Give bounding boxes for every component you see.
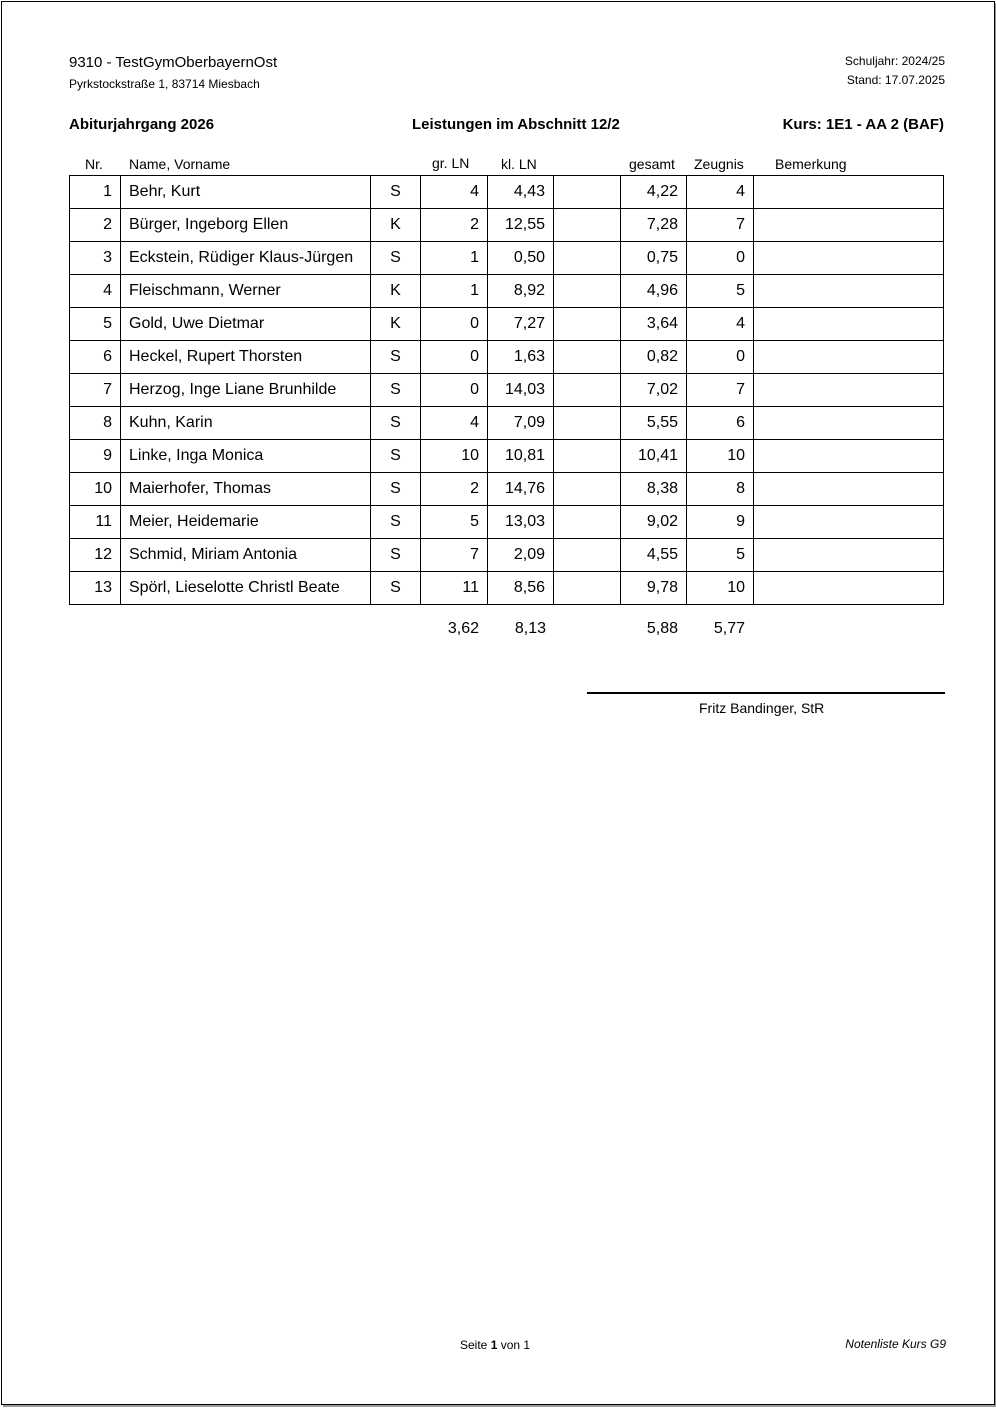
student-name: Spörl, Lieselotte Christl Beate: [121, 572, 371, 605]
exam-type: K: [371, 209, 421, 242]
row-nr: 5: [70, 308, 121, 341]
gr-ln-cell: 0: [421, 341, 488, 374]
empty-cell: [554, 209, 621, 242]
row-nr: 8: [70, 407, 121, 440]
average-kl-ln: 8,13: [514, 620, 546, 637]
gesamt-cell: 0,82: [621, 341, 687, 374]
bemerkung-cell: [754, 275, 944, 308]
exam-type: S: [371, 473, 421, 506]
empty-cell: [554, 407, 621, 440]
table-row: [70, 275, 944, 308]
row-nr: 2: [70, 209, 121, 242]
empty-cell: [554, 275, 621, 308]
gr-ln-cell: 2: [421, 473, 488, 506]
zeugnis-cell: 10: [687, 572, 754, 605]
kl-ln-cell: 13,03: [488, 506, 554, 539]
table-row: [70, 341, 944, 374]
row-nr: 11: [70, 506, 121, 539]
zeugnis-cell: 5: [687, 275, 754, 308]
bemerkung-cell: [754, 308, 944, 341]
zeugnis-cell: 7: [687, 209, 754, 242]
gr-ln-cell: 0: [421, 308, 488, 341]
gesamt-cell: 4,96: [621, 275, 687, 308]
document-name: Notenliste Kurs G9: [845, 1337, 946, 1351]
empty-cell: [554, 374, 621, 407]
bemerkung-cell: [754, 407, 944, 440]
gr-ln-cell: 2: [421, 209, 488, 242]
bemerkung-cell: [754, 209, 944, 242]
gr-ln-cell: 11: [421, 572, 488, 605]
kl-ln-cell: 2,09: [488, 539, 554, 572]
zeugnis-cell: 0: [687, 242, 754, 275]
table-row: [70, 176, 944, 209]
kl-ln-cell: 4,43: [488, 176, 554, 209]
empty-cell: [554, 572, 621, 605]
gr-ln-cell: 7: [421, 539, 488, 572]
student-name: Meier, Heidemarie: [121, 506, 371, 539]
signature-name: Fritz Bandinger, StR: [699, 700, 825, 716]
student-name: Heckel, Rupert Thorsten: [121, 341, 371, 374]
table-row: [70, 539, 944, 572]
page-number: Seite 1 von 1: [460, 1338, 531, 1352]
table-row: [70, 473, 944, 506]
row-nr: 12: [70, 539, 121, 572]
gr-ln-cell: 4: [421, 176, 488, 209]
gesamt-cell: 8,38: [621, 473, 687, 506]
exam-type: S: [371, 407, 421, 440]
kl-ln-cell: 8,92: [488, 275, 554, 308]
bemerkung-cell: [754, 473, 944, 506]
table-row: [70, 572, 944, 605]
col-header-nr: Nr.: [85, 156, 103, 172]
zeugnis-cell: 4: [687, 176, 754, 209]
average-gr-ln: 3,62: [447, 620, 479, 637]
zeugnis-cell: 6: [687, 407, 754, 440]
grades-table: [69, 175, 944, 605]
gesamt-cell: 9,78: [621, 572, 687, 605]
empty-cell: [554, 440, 621, 473]
exam-type: S: [371, 374, 421, 407]
student-name: Linke, Inga Monica: [121, 440, 371, 473]
row-nr: 6: [70, 341, 121, 374]
table-row: [70, 374, 944, 407]
exam-type: S: [371, 242, 421, 275]
bemerkung-cell: [754, 440, 944, 473]
zeugnis-cell: 0: [687, 341, 754, 374]
gesamt-cell: 10,41: [621, 440, 687, 473]
stand-date: Stand: 17.07.2025: [846, 73, 945, 87]
row-nr: 4: [70, 275, 121, 308]
empty-cell: [554, 506, 621, 539]
col-header-gesamt: gesamt: [629, 156, 675, 172]
col-header-name: Name, Vorname: [129, 156, 231, 172]
signature-line: [587, 692, 945, 694]
kl-ln-cell: 10,81: [488, 440, 554, 473]
exam-type: S: [371, 572, 421, 605]
col-header-zeugnis: Zeugnis: [694, 156, 744, 172]
gesamt-cell: 5,55: [621, 407, 687, 440]
kl-ln-cell: 14,76: [488, 473, 554, 506]
average-zeugnis: 5,77: [713, 620, 745, 637]
gr-ln-cell: 4: [421, 407, 488, 440]
zeugnis-cell: 8: [687, 473, 754, 506]
row-nr: 10: [70, 473, 121, 506]
empty-cell: [554, 341, 621, 374]
student-name: Eckstein, Rüdiger Klaus-Jürgen: [121, 242, 371, 275]
student-name: Bürger, Ingeborg Ellen: [121, 209, 371, 242]
table-row: [70, 242, 944, 275]
student-name: Gold, Uwe Dietmar: [121, 308, 371, 341]
bemerkung-cell: [754, 506, 944, 539]
kl-ln-cell: 8,56: [488, 572, 554, 605]
average-gesamt: 5,88: [646, 620, 678, 637]
kl-ln-cell: 14,03: [488, 374, 554, 407]
empty-cell: [554, 539, 621, 572]
student-name: Maierhofer, Thomas: [121, 473, 371, 506]
student-name: Fleischmann, Werner: [121, 275, 371, 308]
zeugnis-cell: 5: [687, 539, 754, 572]
gr-ln-cell: 5: [421, 506, 488, 539]
exam-type: K: [371, 308, 421, 341]
gesamt-cell: 0,75: [621, 242, 687, 275]
table-row: [70, 407, 944, 440]
kl-ln-cell: 12,55: [488, 209, 554, 242]
empty-cell: [554, 308, 621, 341]
school-address: Pyrkstockstraße 1, 83714 Miesbach: [69, 77, 260, 91]
zeugnis-cell: 4: [687, 308, 754, 341]
bemerkung-cell: [754, 341, 944, 374]
zeugnis-cell: 10: [687, 440, 754, 473]
table-row: [70, 308, 944, 341]
gesamt-cell: 4,22: [621, 176, 687, 209]
gr-ln-cell: 0: [421, 374, 488, 407]
row-nr: 13: [70, 572, 121, 605]
kl-ln-cell: 7,27: [488, 308, 554, 341]
bemerkung-cell: [754, 176, 944, 209]
gr-ln-cell: 1: [421, 275, 488, 308]
row-nr: 9: [70, 440, 121, 473]
row-nr: 3: [70, 242, 121, 275]
gesamt-cell: 4,55: [621, 539, 687, 572]
exam-type: S: [371, 341, 421, 374]
row-nr: 1: [70, 176, 121, 209]
exam-type: S: [371, 506, 421, 539]
course-heading: Kurs: 1E1 - AA 2 (BAF): [782, 116, 944, 133]
table-row: [70, 209, 944, 242]
kl-ln-cell: 1,63: [488, 341, 554, 374]
gesamt-cell: 9,02: [621, 506, 687, 539]
exam-type: S: [371, 440, 421, 473]
bemerkung-cell: [754, 539, 944, 572]
empty-cell: [554, 473, 621, 506]
empty-cell: [554, 242, 621, 275]
zeugnis-cell: 9: [687, 506, 754, 539]
bemerkung-cell: [754, 374, 944, 407]
student-name: Kuhn, Karin: [121, 407, 371, 440]
col-header-kl-ln: kl. LN: [501, 156, 537, 172]
gr-ln-cell: 10: [421, 440, 488, 473]
col-header-bemerkung: Bemerkung: [775, 156, 847, 172]
exam-type: K: [371, 275, 421, 308]
kl-ln-cell: 0,50: [488, 242, 554, 275]
bemerkung-cell: [754, 242, 944, 275]
kl-ln-cell: 7,09: [488, 407, 554, 440]
gr-ln-cell: 1: [421, 242, 488, 275]
student-name: Schmid, Miriam Antonia: [121, 539, 371, 572]
empty-cell: [554, 176, 621, 209]
abitur-year-heading: Abiturjahrgang 2026: [69, 116, 215, 133]
school-name: 9310 - TestGymOberbayernOst: [69, 54, 278, 71]
exam-type: S: [371, 176, 421, 209]
bemerkung-cell: [754, 572, 944, 605]
student-name: Herzog, Inge Liane Brunhilde: [121, 374, 371, 407]
exam-type: S: [371, 539, 421, 572]
school-year: Schuljahr: 2024/25: [844, 54, 945, 68]
section-heading: Leistungen im Abschnitt 12/2: [412, 116, 620, 133]
zeugnis-cell: 7: [687, 374, 754, 407]
col-header-gr-ln: gr. LN: [432, 155, 470, 171]
table-row: [70, 440, 944, 473]
row-nr: 7: [70, 374, 121, 407]
gesamt-cell: 3,64: [621, 308, 687, 341]
student-name: Behr, Kurt: [121, 176, 371, 209]
table-row: [70, 506, 944, 539]
gesamt-cell: 7,28: [621, 209, 687, 242]
gesamt-cell: 7,02: [621, 374, 687, 407]
